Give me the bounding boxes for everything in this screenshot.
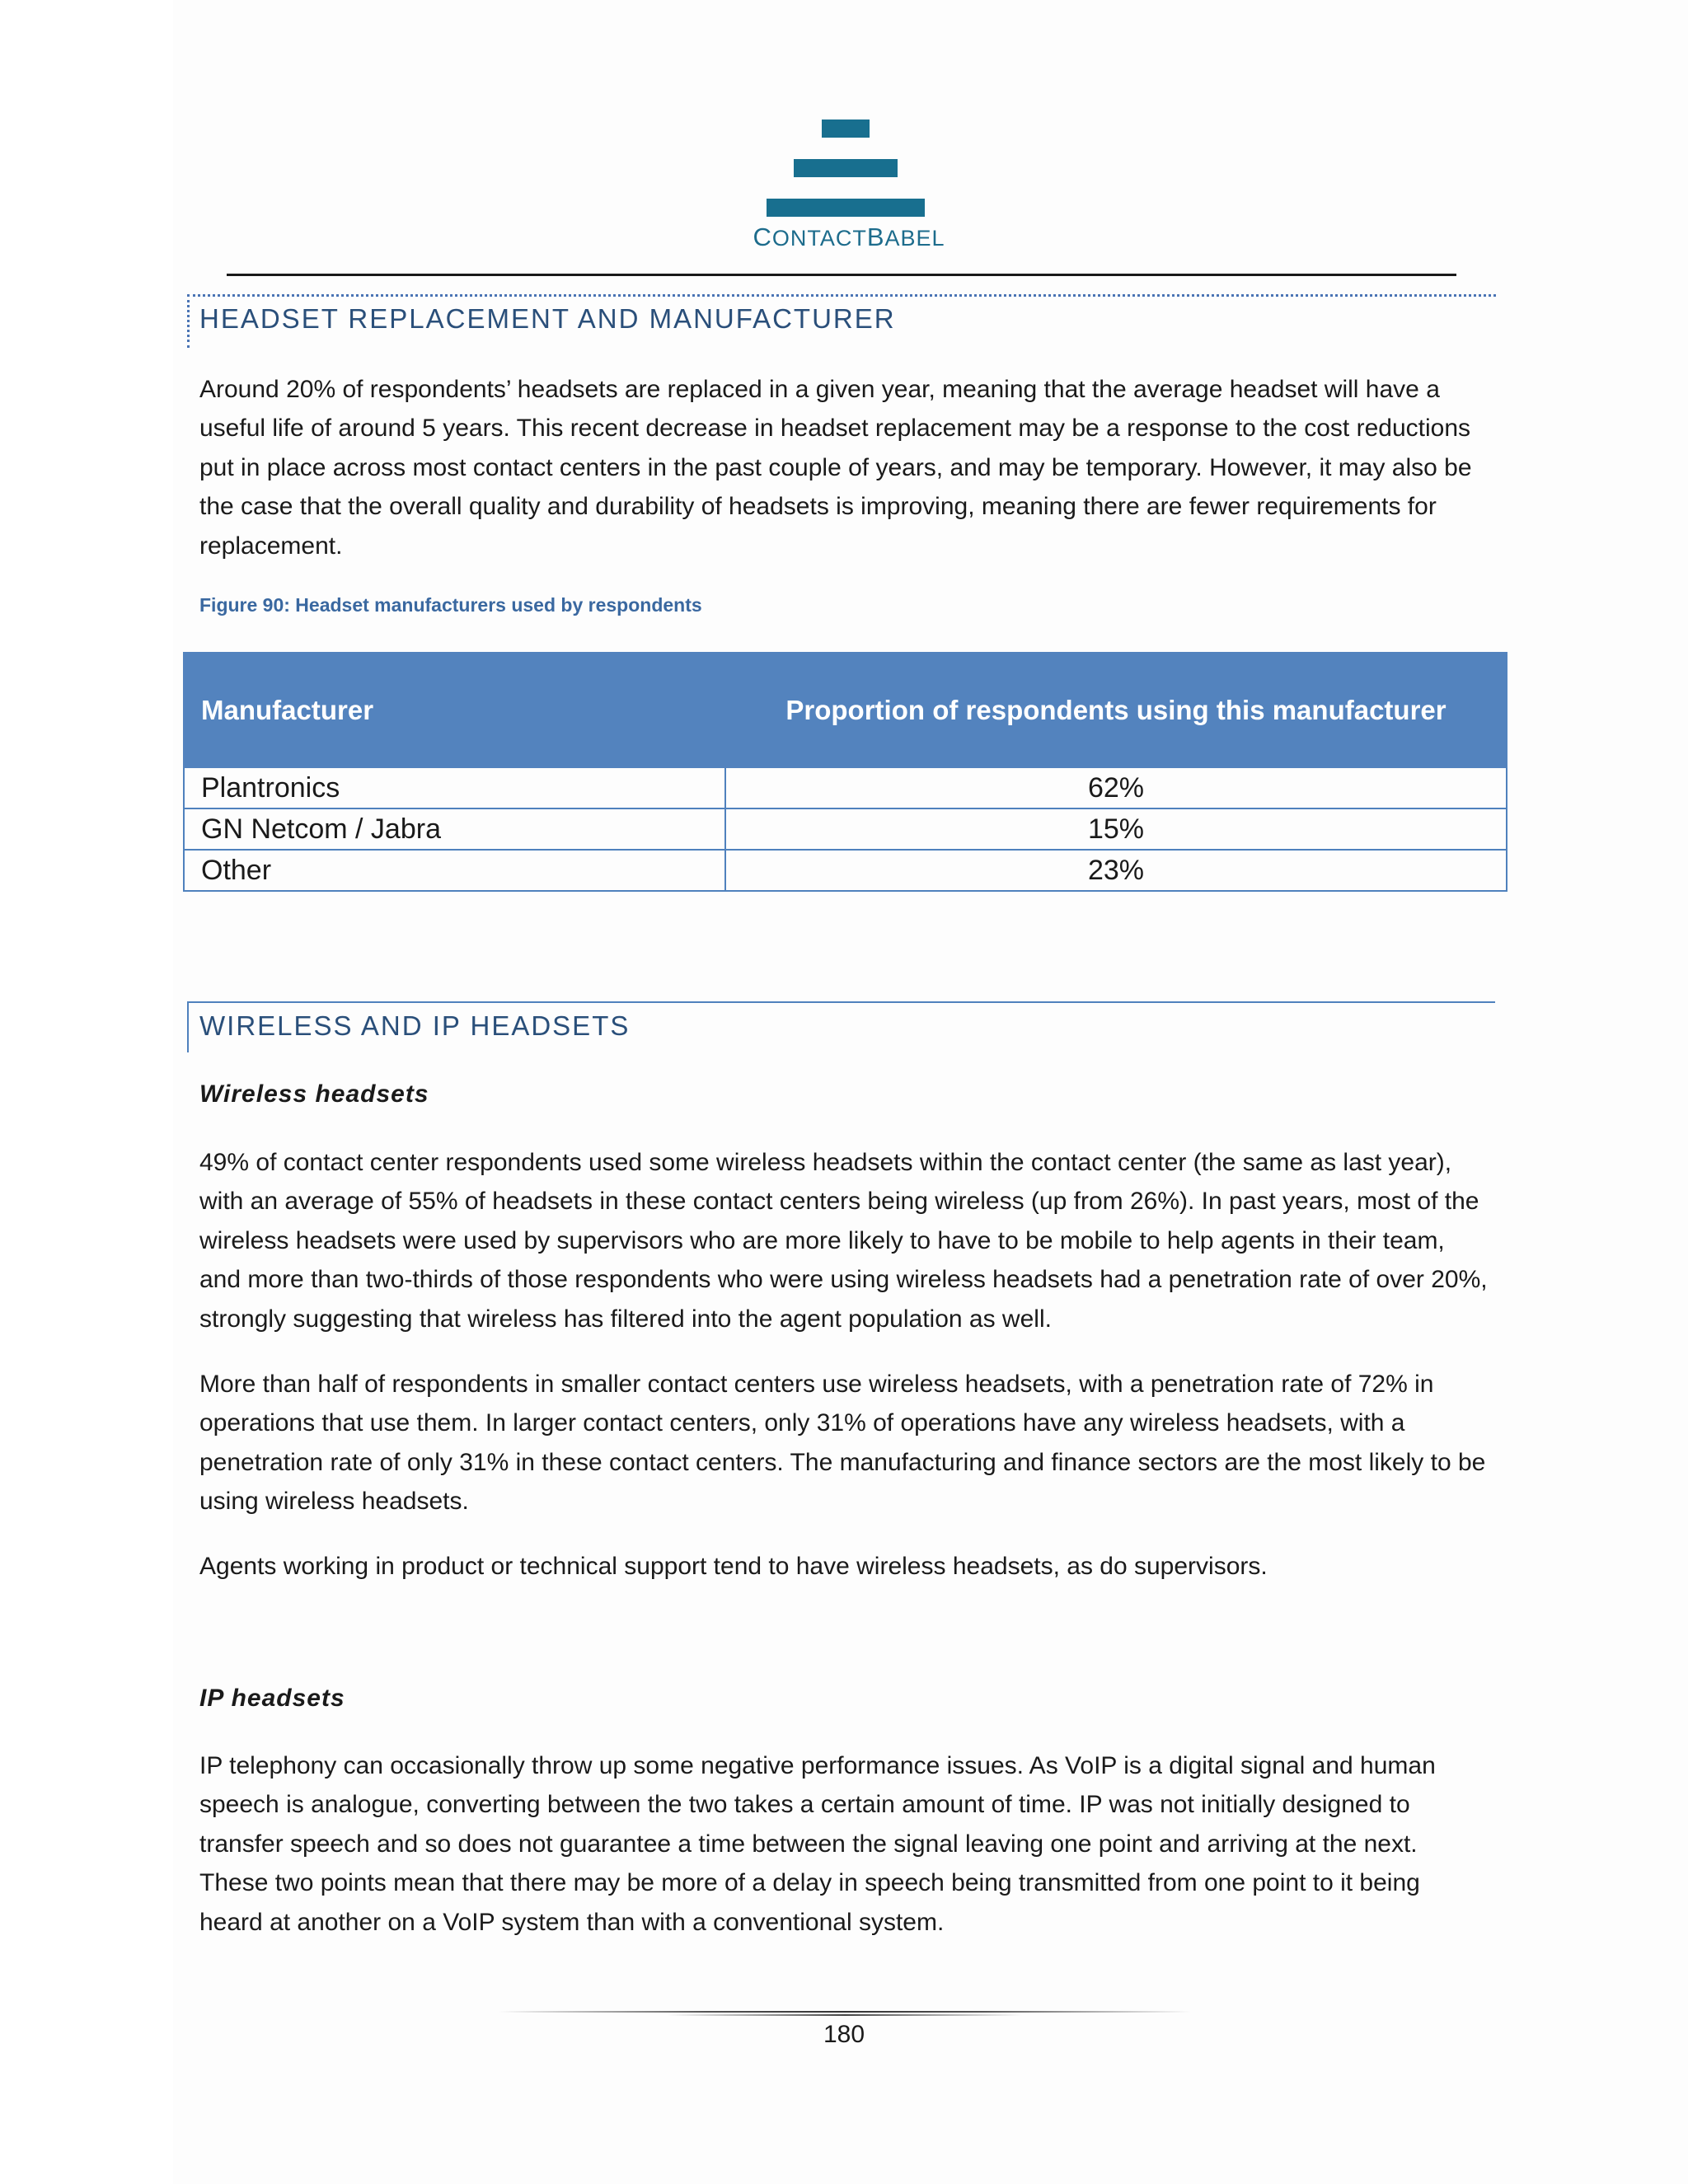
header-divider bbox=[227, 274, 1456, 276]
section-title-wireless-ip: WIRELESS AND IP HEADSETS bbox=[199, 1010, 631, 1041]
table-row bbox=[184, 850, 1507, 891]
paragraph-wireless-1: 49% of contact center respondents used some wireless headsets within the contact center (the same as last year), with an average of 55% of headsets in these contact centers being wireless (up from 26%). In past years, most of the wireless headsets were used by supervisors who are more likely to have to be mobile to help agents in their team, and more than two-thirds of those respondents who were using wireless headsets had a penetration rate of over 20%, strongly suggesting that wireless has filtered into the agent population as well. bbox=[199, 1149, 1488, 1333]
logo-top-bar bbox=[822, 120, 870, 138]
logo-bottom-bar bbox=[767, 199, 925, 217]
cell-manufacturer: Other bbox=[184, 850, 725, 891]
table-header-row bbox=[184, 653, 1507, 767]
logo-letter-c: C bbox=[753, 223, 772, 251]
section-title-headset-replacement: HEADSET REPLACEMENT AND MANUFACTURER bbox=[199, 303, 896, 334]
paragraph-headset-replacement: Around 20% of respondents’ headsets are replaced in a given year, meaning that the average headset will have a useful life of around 5 years. This recent decrease in headset replacement may be a response to the cost reductions put in place across most contact centers in the past couple of years, and may be temporary. However, it may also be the case that the overall quality and durability of headsets is improving, meaning there are fewer requirements for replacement. bbox=[199, 376, 1472, 560]
figure-caption: Figure 90: Headset manufacturers used by respondents bbox=[199, 594, 702, 616]
cell-manufacturer: Plantronics bbox=[184, 767, 725, 808]
manufacturer-table bbox=[183, 652, 1507, 892]
table-row bbox=[184, 808, 1507, 850]
paragraph-ip-headsets: IP telephony can occasionally throw up some negative performance issues. As VoIP is a digital signal and human speech is analogue, converting between the two takes a certain amount of time. IP was not initially designed to transfer speech and so does not guarantee a time between the signal leaving one point and arriving at the next. These two points mean that there may be more of a delay in speech being transmitted from one point to it being heard at another on a VoIP system than with a conventional system. bbox=[199, 1752, 1436, 1936]
paragraph-wireless-3: Agents working in product or technical support tend to have wireless headsets, as do supervisors. bbox=[199, 1553, 1268, 1580]
subheading-ip-headsets: IP headsets bbox=[199, 1685, 345, 1712]
logo-letter-b: B bbox=[866, 223, 885, 251]
logo-text-babel: ABEL bbox=[884, 226, 945, 251]
logo-middle-bar bbox=[794, 159, 898, 177]
logo-text-contact: ONTACT bbox=[771, 226, 867, 251]
footer-divider-accent bbox=[668, 2014, 1022, 2016]
cell-proportion: 23% bbox=[725, 850, 1507, 891]
page-number: 180 bbox=[823, 2021, 865, 2048]
logo-wordmark bbox=[692, 223, 1006, 252]
table-row bbox=[184, 767, 1507, 808]
footer-divider bbox=[499, 2011, 1191, 2013]
header-proportion: Proportion of respondents using this manufacturer bbox=[725, 653, 1507, 767]
header-manufacturer: Manufacturer bbox=[184, 653, 725, 767]
paragraph-wireless-2: More than half of respondents in smaller contact centers use wireless headsets, with a penetration rate of 72% in operations that use them. In larger contact centers, only 31% of operations have any wireless headsets, with a penetration rate of only 31% in these contact centers. The manufacturing and finance sectors are the most likely to be using wireless headsets. bbox=[199, 1371, 1486, 1516]
subheading-wireless-headsets: Wireless headsets bbox=[199, 1080, 429, 1108]
cell-proportion: 15% bbox=[725, 808, 1507, 850]
cell-manufacturer: GN Netcom / Jabra bbox=[184, 808, 725, 850]
cell-proportion: 62% bbox=[725, 767, 1507, 808]
